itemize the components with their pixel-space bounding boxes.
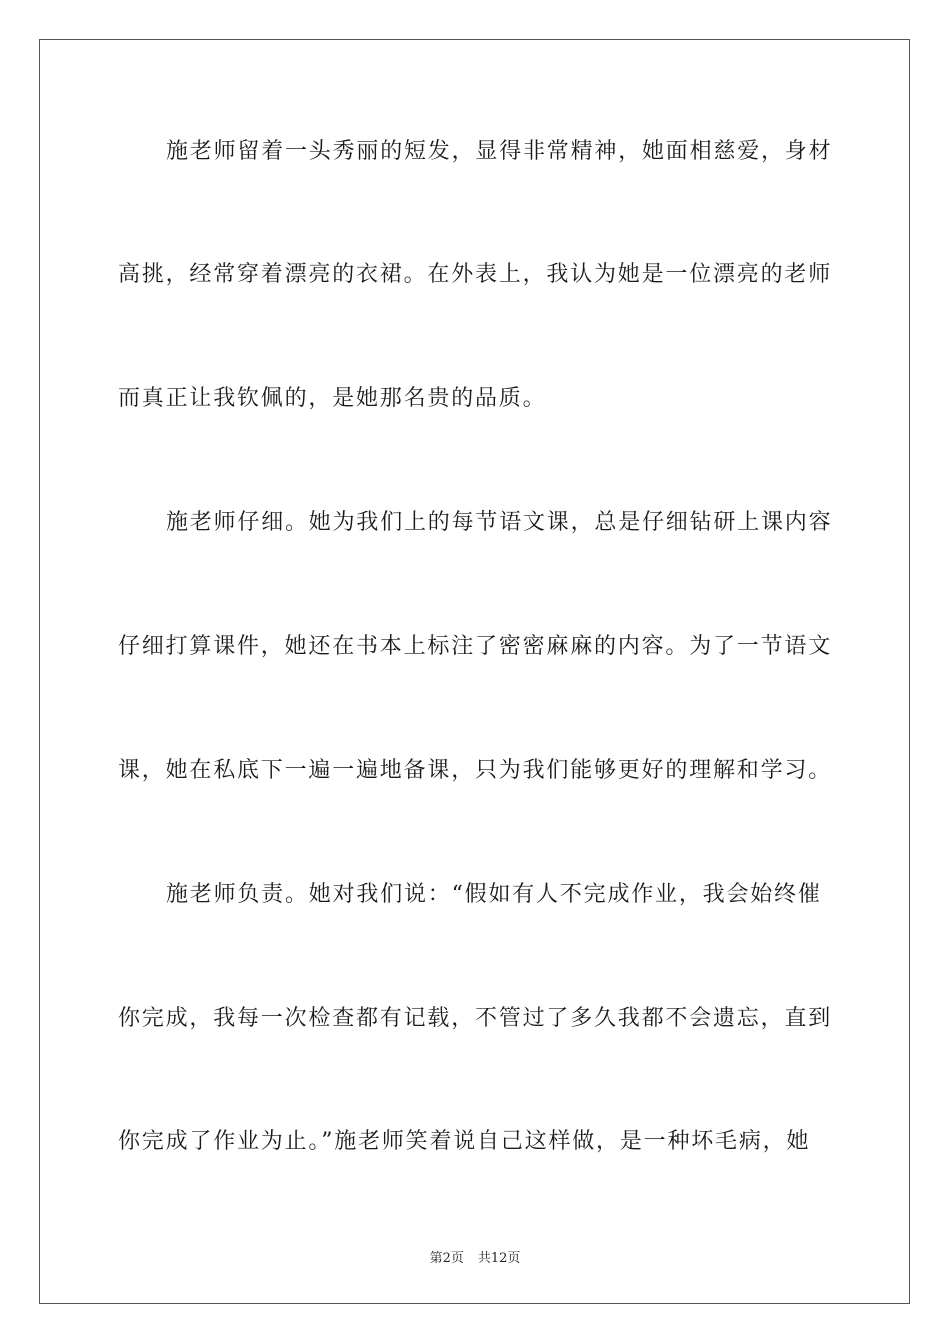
paragraph-1-line-3: 而真正让我钦佩的，是她那名贵的品质。: [118, 386, 547, 411]
paragraph-2-line-3: 课，她在私底下一遍一遍地备课，只为我们能够更好的理解和学习。: [118, 758, 833, 783]
page-border: [39, 39, 910, 1304]
paragraph-3-line-2: 你完成，我每一次检查都有记载，不管过了多久我都不会遗忘，直到: [118, 1006, 833, 1031]
page-number: 第2页: [429, 1251, 464, 1266]
paragraph-2-line-2: 仔细打算课件，她还在书本上标注了密密麻麻的内容。为了一节语文: [118, 634, 833, 659]
paragraph-3-line-1: 施老师负责。她对我们说：“假如有人不完成作业，我会始终催: [166, 882, 822, 907]
paragraph-1-line-2: 高挑，经常穿着漂亮的衣裙。在外表上，我认为她是一位漂亮的老师: [118, 262, 833, 287]
page-total: 共12页: [477, 1251, 521, 1266]
page-footer: [0, 1247, 950, 1266]
paragraph-2-line-1: 施老师仔细。她为我们上的每节语文课，总是仔细钻研上课内容: [166, 510, 833, 535]
paragraph-3-line-3: 你完成了作业为止。”施老师笑着说自己这样做，是一种坏毛病，她: [118, 1129, 811, 1154]
paragraph-1-line-1: 施老师留着一头秀丽的短发，显得非常精神，她面相慈爱，身材: [166, 139, 833, 164]
